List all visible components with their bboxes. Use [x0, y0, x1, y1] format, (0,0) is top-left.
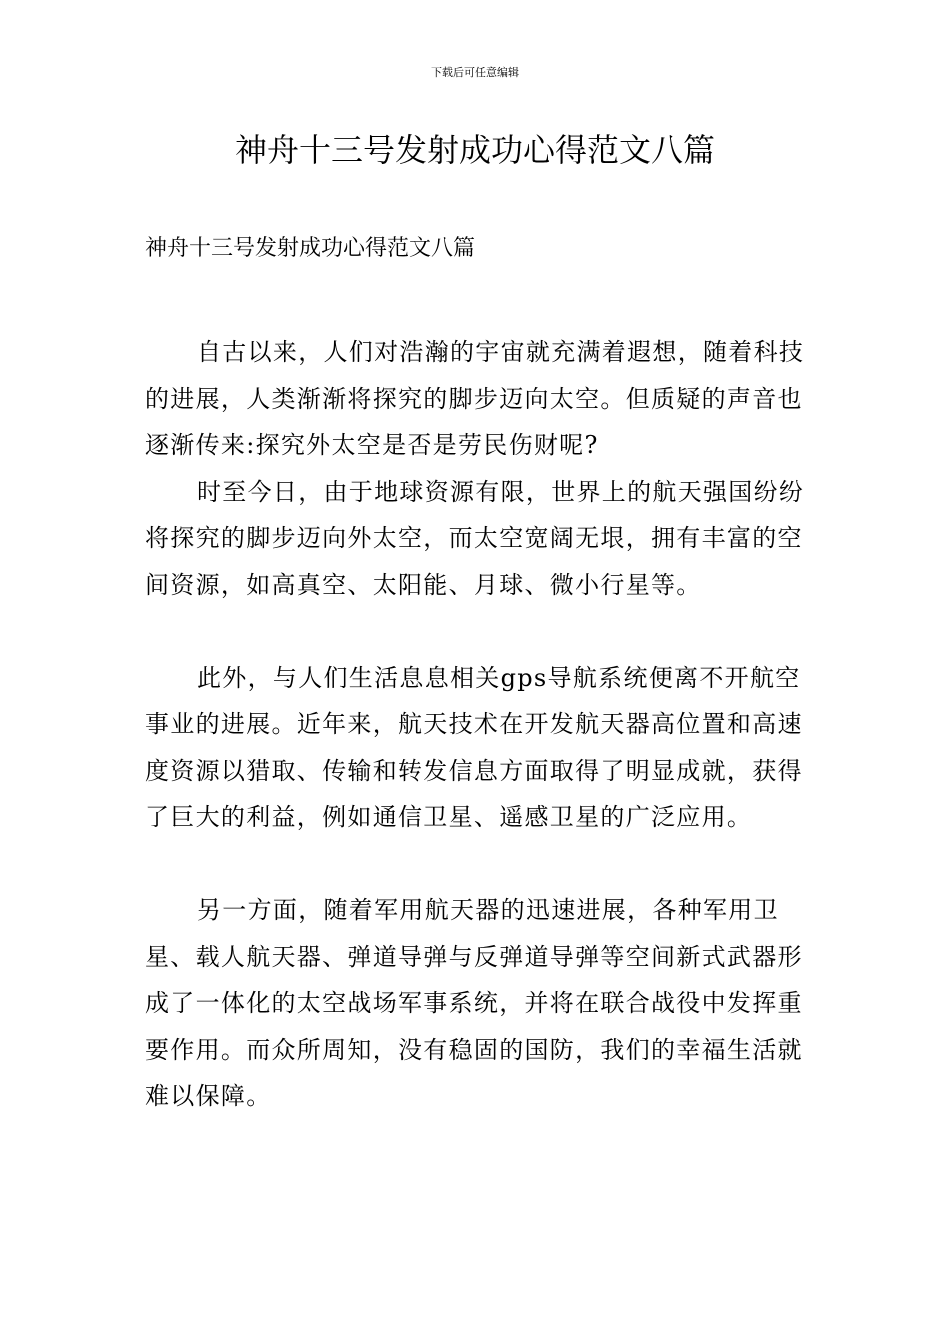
paragraph-3: 此外，与人们生活息息相关gps导航系统便离不开航空事业的进展。近年来，航天技术在开发航天器高位置和高速度资源以猎取、传输和转发信息方面取得了明显成就，获得了巨大的利益，例如通信卫星、遥感卫星的广泛应用。 — [145, 663, 803, 831]
document-title: 神舟十三号发射成功心得范文八篇 — [234, 131, 715, 169]
document-body — [145, 329, 807, 1120]
paragraph-spacer — [145, 608, 807, 655]
document-subtitle: 神舟十三号发射成功心得范文八篇 — [145, 236, 476, 261]
paragraph-1: 自古以来，人们对浩瀚的宇宙就充满着遐想，随着科技的进展，人类渐渐将探究的脚步迈向太空。但质疑的声音也逐渐传来:探究外太空是否是劳民伤财呢? — [145, 338, 805, 459]
header-note: 下载后可任意编辑 — [431, 66, 519, 79]
paragraph-2: 时至今日，由于地球资源有限，世界上的航天强国纷纷将探究的脚步迈向外太空，而太空宽阔无垠，拥有丰富的空间资源，如高真空、太阳能、月球、微小行星等。 — [145, 477, 805, 599]
paragraph-4: 另一方面，随着军用航天器的迅速进展，各种军用卫星、载人航天器、弹道导弹与反弹道导弹等空间新式武器形成了一体化的太空战场军事系统，并将在联合战役中发挥重要作用。而众所周知，没有稳固的国防，我们的幸福生活就难以保障。 — [145, 896, 803, 1110]
paragraph-spacer — [145, 841, 807, 888]
